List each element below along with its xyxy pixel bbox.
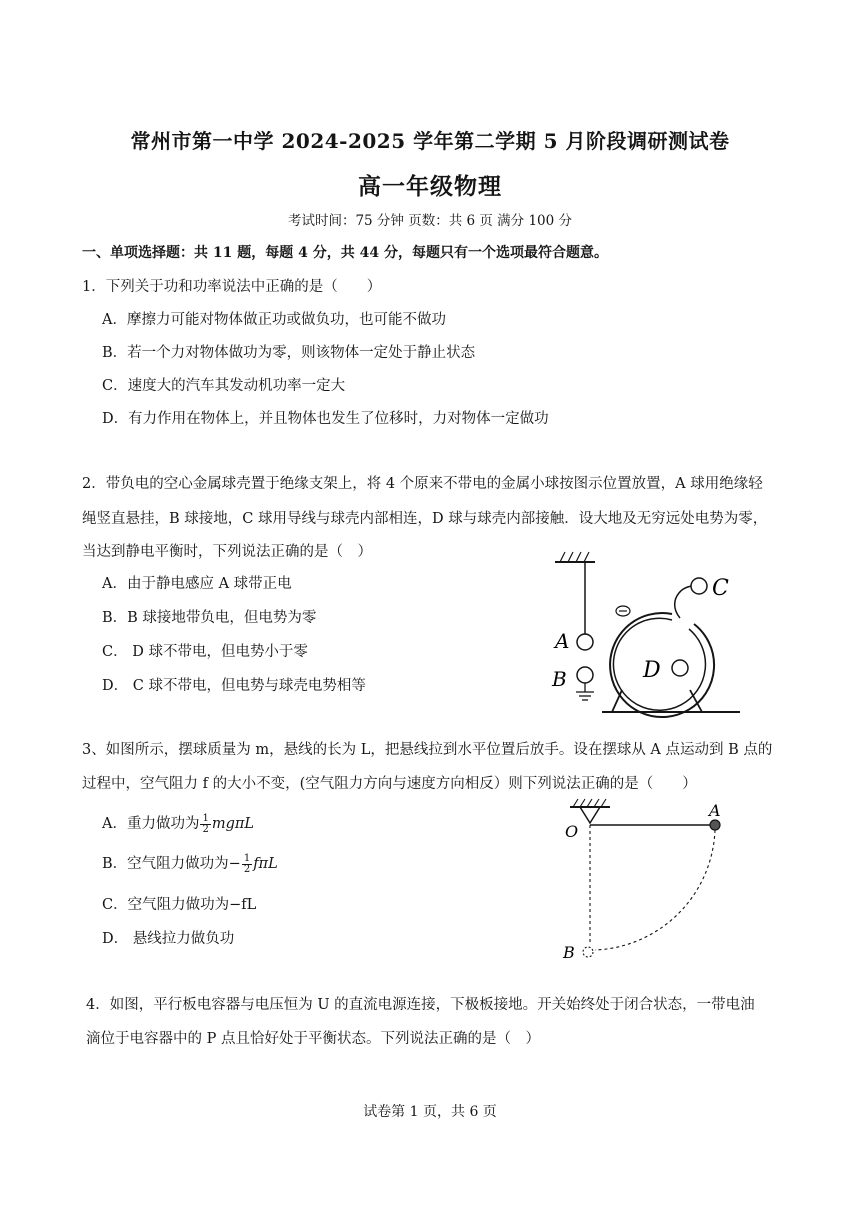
label-b: B — [552, 667, 567, 691]
label-b-pendulum: B — [563, 943, 575, 962]
page-footer: 试卷第 1 页，共 6 页 — [363, 1104, 497, 1120]
ball-a-pendulum — [710, 820, 720, 830]
label-o: O — [565, 822, 579, 841]
fraction-one-half: $\frac{1}{2}$ — [243, 852, 251, 875]
question-2-figure — [540, 540, 750, 720]
stand-left-leg — [612, 690, 622, 712]
question-1-option-c: C．速度大的汽车其发动机功率一定大 — [102, 378, 346, 394]
question-2-stem-line-3: 当达到静电平衡时，下列说法正确的是（ ） — [82, 544, 372, 560]
question-3-figure — [555, 795, 745, 970]
question-3-option-d: D． 悬线拉力做负功 — [102, 931, 235, 947]
ball-d — [672, 660, 688, 676]
question-1-option-a: A．摩擦力可能对物体做正功或做负功，也可能不做功 — [102, 312, 446, 328]
trajectory-arc — [595, 830, 715, 950]
question-1-option-b: B．若一个力对物体做功为零，则该物体一定处于静止状态 — [102, 345, 476, 361]
question-3-stem-line-1: 3、如图所示，摆球质量为 m，悬线的长为 L，把悬线拉到水平位置后放手。设在摆球从 A 点运动到 B 点的 — [82, 742, 773, 758]
ceiling-hatch — [560, 552, 589, 562]
ball-b — [577, 667, 593, 683]
fraction-one-half: $\frac{1}{2}$ — [202, 812, 209, 835]
option-a-formula: mgπL — [211, 816, 255, 832]
label-a: A — [555, 629, 570, 653]
question-2-option-a: A．由于静电感应 A 球带正电 — [102, 576, 292, 592]
question-3-stem-line-2: 过程中，空气阻力 f 的大小不变，(空气阻力方向与速度方向相反）则下列说法正确的是（ ） — [82, 776, 697, 792]
question-4-stem-line-2: 滴位于电容器中的 P 点且恰好处于平衡状态。下列说法正确的是（ ） — [86, 1031, 540, 1047]
ball-a — [577, 634, 593, 650]
question-3-option-b — [102, 852, 278, 875]
question-2-stem-line-2: 绳竖直悬挂，B 球接地，C 球用导线与球壳内部相连，D 球与球壳内部接触．设大地及无穷远处电势为零， — [82, 511, 768, 527]
question-3-option-c: C．空气阻力做功为−fL — [102, 897, 257, 913]
ball-b-pendulum — [583, 947, 593, 957]
question-4-stem-line-1: 4．如图，平行板电容器与电压恒为 U 的直流电源连接，下极板接地。开关始终处于闭合状态，一带电油 — [86, 997, 755, 1013]
pivot — [580, 807, 600, 823]
question-1-stem: 1．下列关于功和功率说法中正确的是（ ） — [82, 279, 382, 295]
question-2-option-d: D． C 球不带电，但电势与球壳电势相等 — [102, 678, 366, 694]
ball-c — [691, 578, 707, 594]
label-a-pendulum: A — [709, 801, 721, 820]
option-b-prefix: B．空气阻力做功为− — [102, 856, 241, 872]
exam-info: 考试时间：75 分钟 页数：共 6 页 满分 100 分 — [287, 213, 573, 229]
question-1-option-d: D．有力作用在物体上，并且物体也发生了位移时，力对物体一定做功 — [102, 411, 549, 427]
option-b-formula: fπL — [253, 856, 278, 872]
option-a-prefix: A．重力做功为 — [102, 816, 200, 832]
question-2-stem-line-1: 2．带负电的空心金属球壳置于绝缘支架上，将 4 个原来不带电的金属小球按图示位置放置，A 球用绝缘轻 — [82, 476, 763, 492]
exam-subtitle: 高一年级物理 — [358, 173, 502, 200]
exam-title: 常州市第一中学 2024-2025 学年第二学期 5 月阶段调研测试卷 — [130, 129, 730, 153]
label-d: D — [643, 658, 661, 683]
question-2-option-b: B．B 球接地带负电，但电势为零 — [102, 610, 317, 626]
section-heading: 一、单项选择题：共 11 题，每题 4 分，共 44 分，每题只有一个选项最符合题意。 — [82, 245, 608, 261]
question-3-option-a — [102, 812, 254, 835]
label-c: C — [712, 576, 729, 601]
metal-shell-outer — [610, 613, 714, 717]
question-2-option-c: C． D 球不带电，但电势小于零 — [102, 644, 308, 660]
